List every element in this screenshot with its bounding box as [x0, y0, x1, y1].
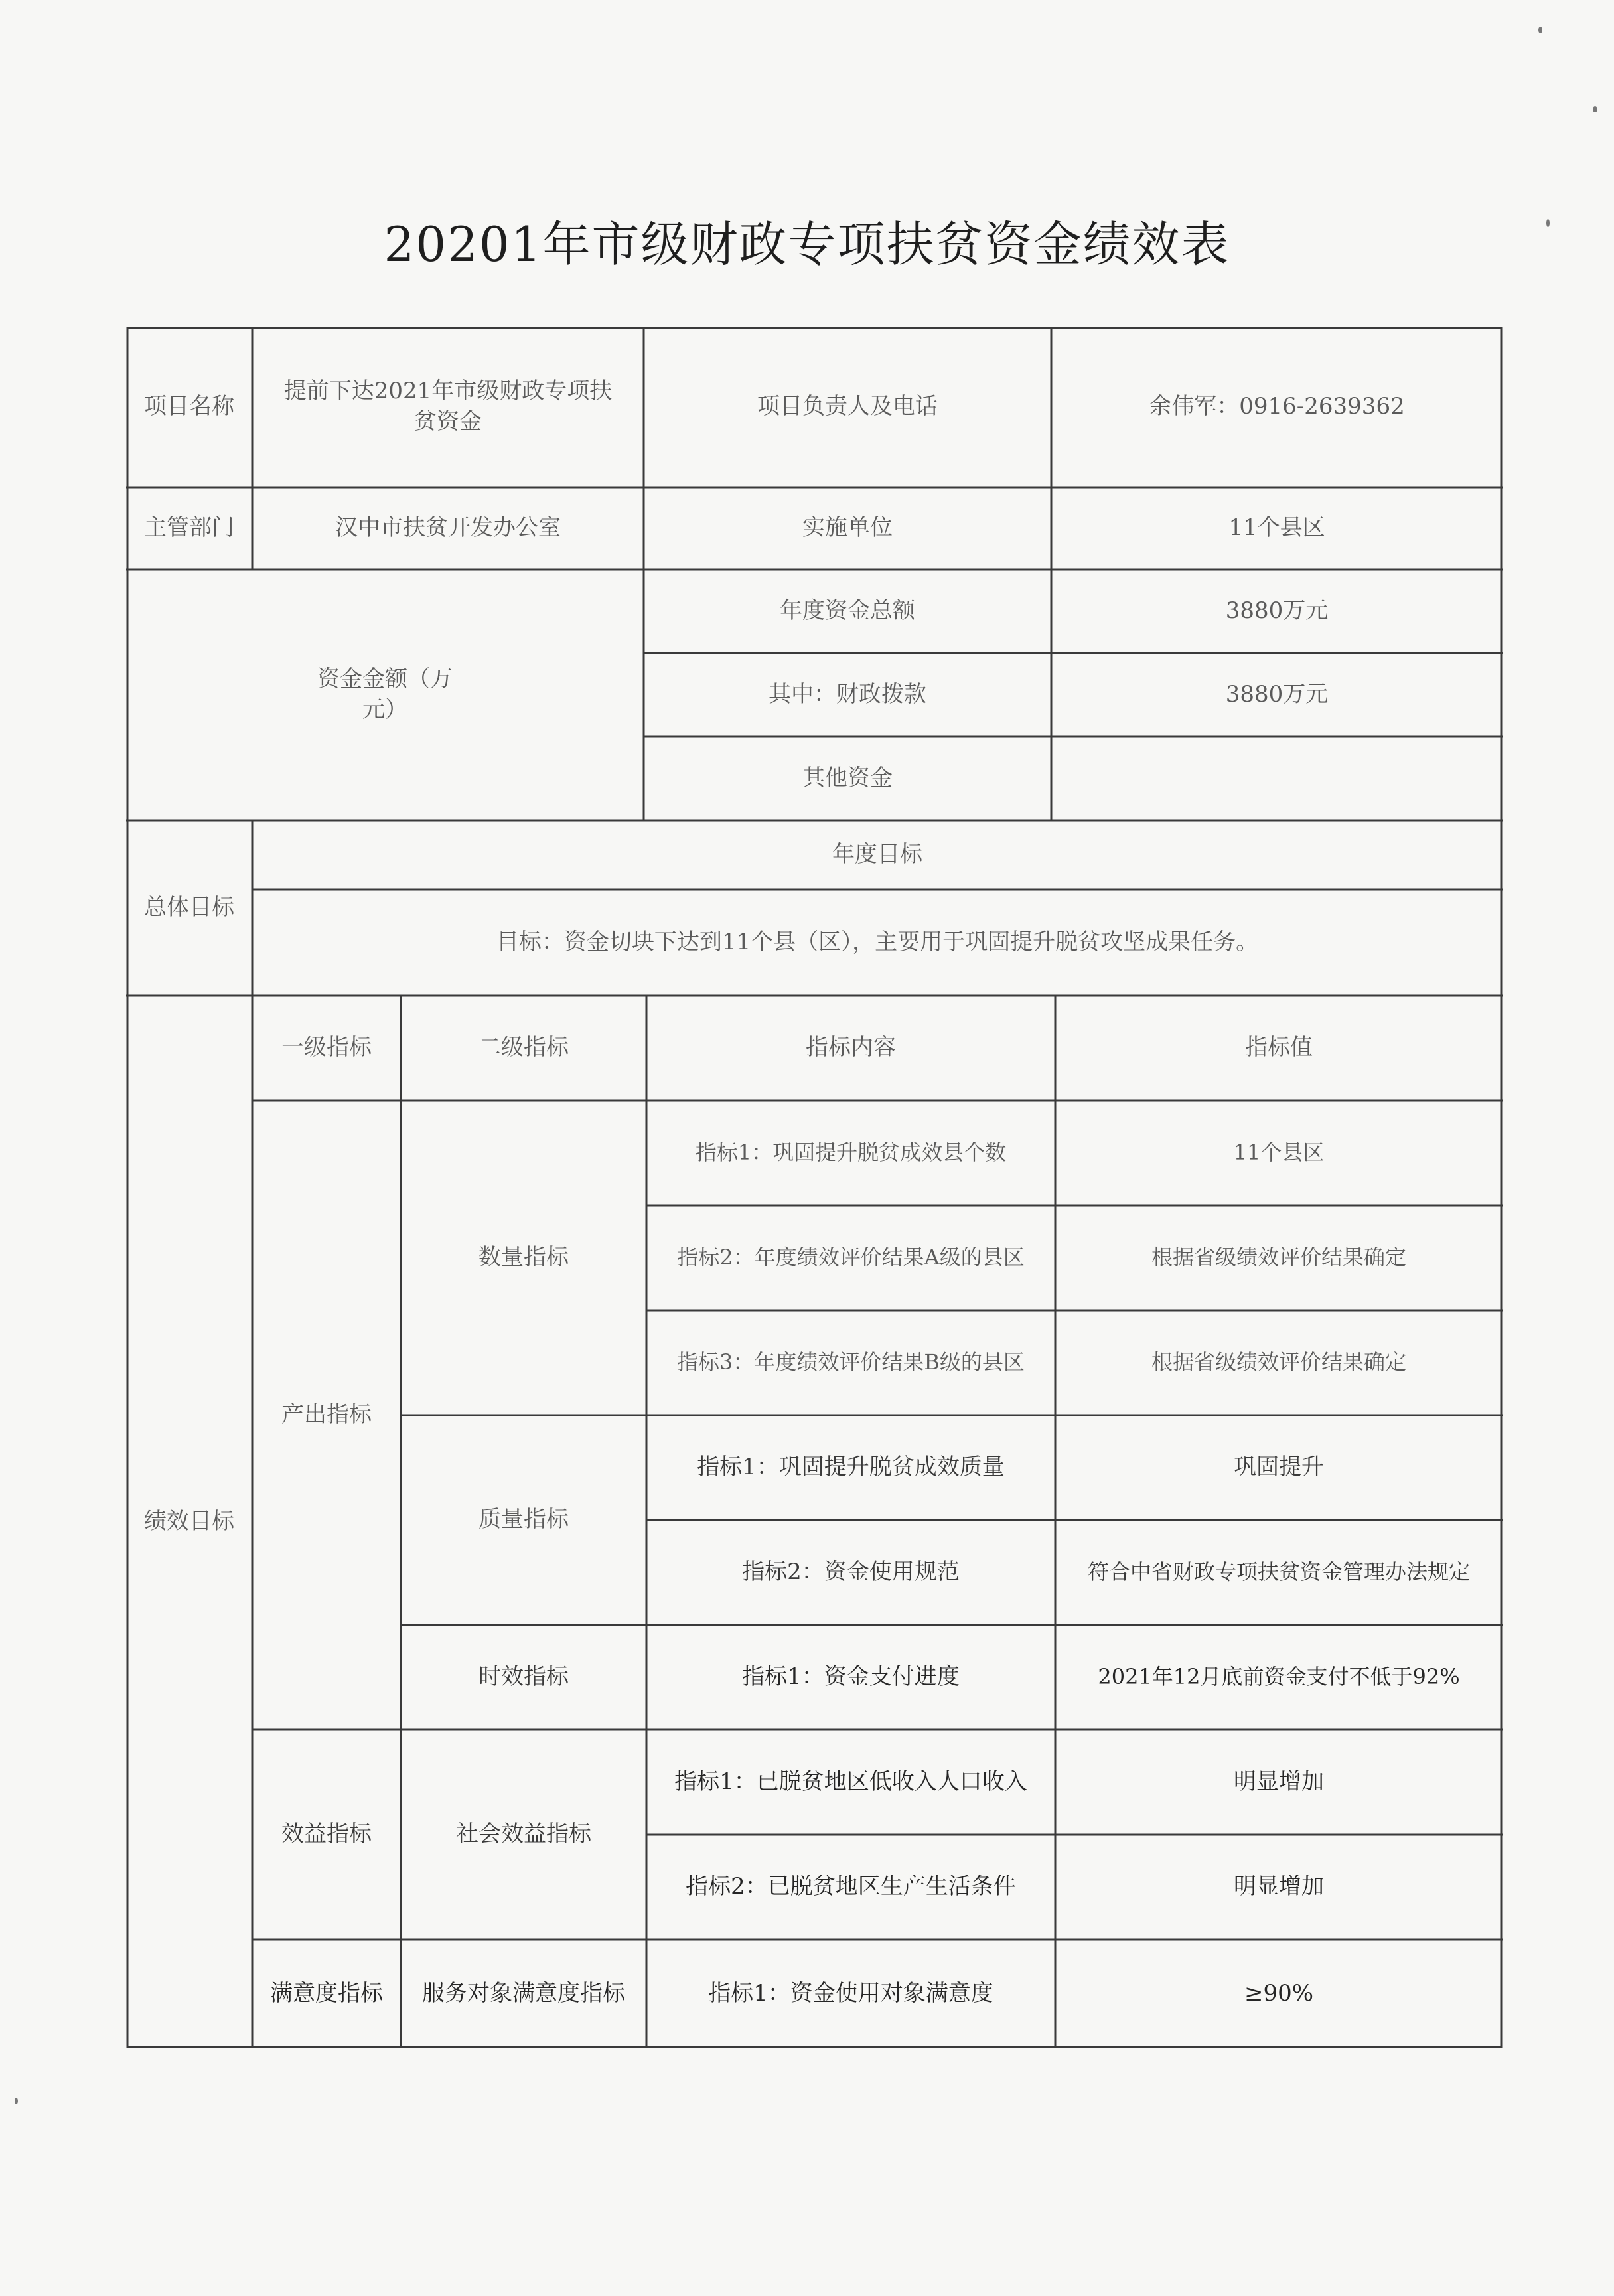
quantity-item-2-value: 根据省级绩效评价结果确定 [1151, 1245, 1406, 1270]
social-item-1-content: 指标1：已脱贫地区低收入人口收入 [674, 1768, 1027, 1796]
quality-indicator-label: 质量指标 [478, 1506, 569, 1533]
quantity-item-1-content: 指标1：巩固提升脱贫成效县个数 [695, 1140, 1007, 1166]
benefit-indicator-label: 效益指标 [281, 1821, 372, 1848]
funds-other-label: 其他资金 [802, 765, 893, 792]
project-leader-value: 余伟军：0916-2639362 [1149, 393, 1405, 420]
quantity-item-1-value: 11个县区 [1233, 1140, 1325, 1166]
header-level2: 二级指标 [478, 1034, 569, 1061]
social-item-2-content: 指标2：已脱贫地区生产生活条件 [686, 1873, 1016, 1900]
satisfaction-indicator-label: 满意度指标 [270, 1980, 383, 2007]
social-item-1-value: 明显增加 [1234, 1768, 1324, 1796]
scan-speck [1546, 219, 1550, 227]
quality-item-2-content: 指标2：资金使用规范 [742, 1559, 960, 1586]
quantity-item-3-content: 指标3：年度绩效评价结果B级的县区 [677, 1349, 1025, 1375]
social-benefit-indicator-label: 社会效益指标 [456, 1821, 591, 1848]
impl-label: 实施单位 [802, 514, 893, 542]
scan-speck [1593, 106, 1597, 112]
output-indicator-label: 产出指标 [281, 1401, 372, 1428]
header-value: 指标值 [1245, 1034, 1313, 1061]
performance-goal-label: 绩效目标 [144, 1508, 234, 1535]
timeliness-indicator-label: 时效指标 [478, 1663, 569, 1691]
timeliness-item-1-content: 指标1：资金支付进度 [742, 1663, 960, 1691]
project-name-value: 提前下达2021年市级财政专项扶贫资金 [283, 378, 613, 435]
header-content: 指标内容 [806, 1034, 896, 1061]
overall-goal-text: 目标：资金切块下达到11个县（区），主要用于巩固提升脱贫攻坚成果任务。 [496, 929, 1259, 956]
quality-item-1-value: 巩固提升 [1234, 1454, 1324, 1481]
dept-label: 主管部门 [144, 514, 234, 542]
quantity-item-2-content: 指标2：年度绩效评价结果A级的县区 [677, 1245, 1025, 1270]
funds-fiscal-label: 其中：财政拨款 [769, 681, 926, 708]
project-leader-label: 项目负责人及电话 [757, 393, 938, 420]
overall-goal-label: 总体目标 [144, 894, 234, 921]
funds-total-label: 年度资金总额 [780, 597, 915, 625]
scan-speck [15, 2098, 18, 2104]
header-level1: 一级指标 [281, 1034, 372, 1061]
quantity-item-3-value: 根据省级绩效评价结果确定 [1151, 1349, 1406, 1375]
impl-value: 11个县区 [1228, 514, 1325, 542]
quality-item-1-content: 指标1：巩固提升脱贫成效质量 [697, 1454, 1005, 1481]
project-name-label: 项目名称 [144, 393, 234, 420]
quality-item-2-value: 符合中省财政专项扶贫资金管理办法规定 [1087, 1559, 1470, 1585]
annual-goal-label: 年度目标 [832, 841, 922, 868]
scan-speck [1538, 27, 1542, 33]
quantity-indicator-label: 数量指标 [478, 1244, 569, 1271]
service-satisfaction-indicator-label: 服务对象满意度指标 [422, 1980, 625, 2007]
funds-other-value [1051, 737, 1503, 820]
page-title: 20201年市级财政专项扶贫资金绩效表 [384, 216, 1230, 272]
social-item-2-value: 明显增加 [1234, 1873, 1324, 1900]
satisfaction-item-1-content: 指标1：资金使用对象满意度 [708, 1980, 993, 2007]
performance-table [126, 327, 1503, 2048]
timeliness-item-1-value: 2021年12月底前资金支付不低于92% [1098, 1664, 1460, 1690]
funds-total-value: 3880万元 [1225, 597, 1329, 625]
dept-value: 汉中市扶贫开发办公室 [335, 514, 561, 542]
funds-label: 资金金额（万元） [317, 666, 453, 723]
funds-fiscal-value: 3880万元 [1225, 681, 1329, 708]
satisfaction-item-1-value: ≥90% [1244, 1980, 1314, 2007]
